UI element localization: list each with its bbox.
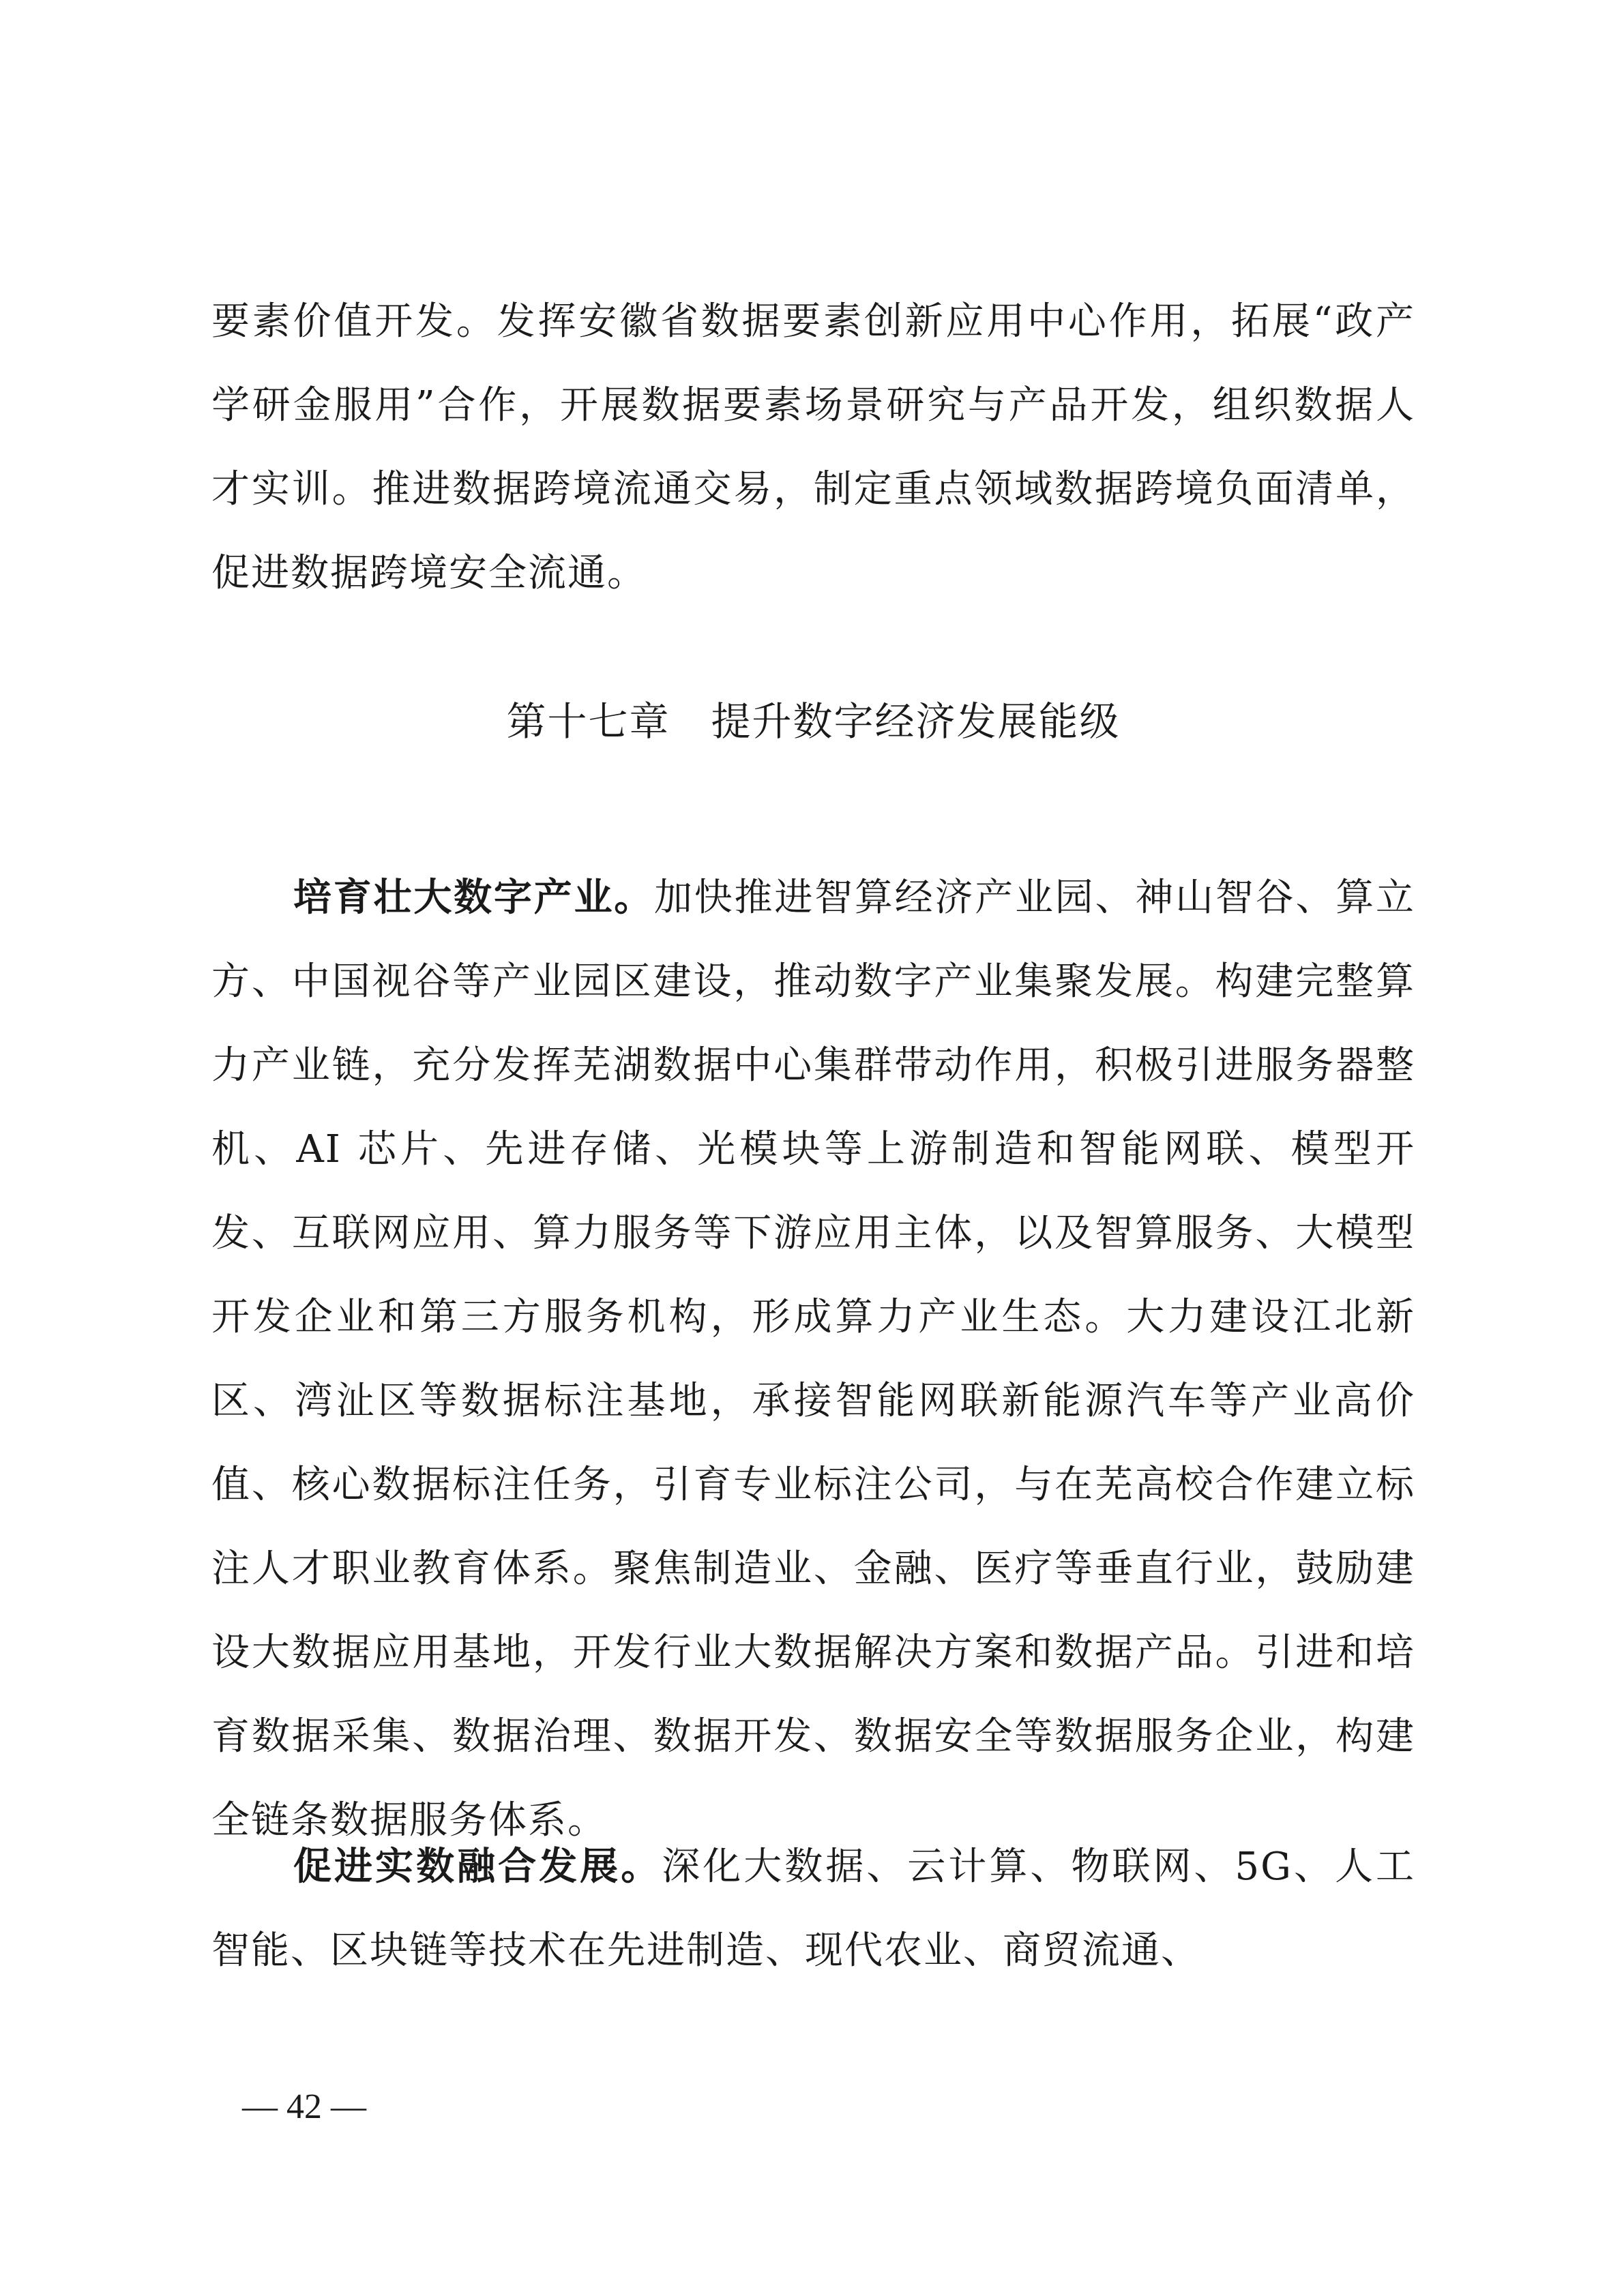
chapter-title: 第十七章 提升数字经济发展能级: [506, 698, 1121, 745]
paragraph-digital-industry: [211, 856, 1415, 1862]
page-number: — 42 —: [242, 2087, 366, 2126]
paragraph-body: 加快推进智算经济产业园、神山智谷、算立方、中国视谷等产业园区建设，推动数字产业集聚发展。构建完整算力产业链，充分发挥芜湖数据中心集群带动作用，积极引进服务器整机、AI 芯片、先进存储、光模块等上游制造和智能网联、模型开发、互联网应用、算力服务等下游应用主体，以及智算服务、大模型开发企业和第三方服务机构，形成算力产业生态。大力建设江北新区、湾沚区等数据标注基地，承接智能网联新能源汽车等产业高价值、核心数据标注任务，引育专业标注公司，与在芜高校合作建立标注人才职业教育体系。聚焦制造业、金融、医疗等垂直行业，鼓励建设大数据应用基地，开发行业大数据解决方案和数据产品。引进和培育数据采集、数据治理、数据开发、数据安全等数据服务企业，构建全链条数据服务体系。: [211, 876, 1415, 1843]
paragraph-body: 深化大数据、云计算、物联网、5G、人工智能、区块链等技术在先进制造、现代农业、商贸流通、: [211, 1845, 1415, 1973]
paragraph-lead-heading: 培育壮大数字产业。: [293, 875, 654, 920]
paragraph-integration: [211, 1825, 1415, 1993]
paragraph-continued: 要素价值开发。发挥安徽省数据要素创新应用中心作用，拓展“政产学研金服用”合作，开展数据要素场景研究与产品开发，组织数据人才实训。推进数据跨境流通交易，制定重点领域数据跨境负面清单，促进数据跨境安全流通。: [211, 299, 1415, 595]
paragraph-lead-heading: 促进实数融合发展。: [293, 1844, 662, 1889]
